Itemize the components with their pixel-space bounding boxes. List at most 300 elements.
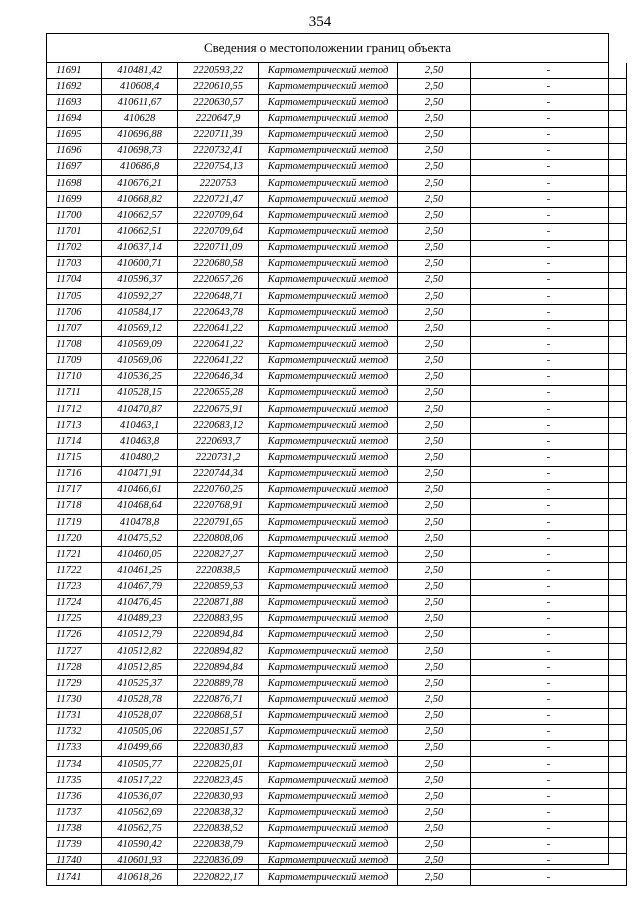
accuracy-cell: 2,50 [398, 805, 471, 821]
point-number-cell: 11737 [47, 805, 102, 821]
extra-cell: - [471, 256, 627, 272]
table-row [47, 498, 627, 514]
extra-cell: - [471, 547, 627, 563]
method-cell: Картометрический метод [259, 805, 398, 821]
extra-cell: - [471, 175, 627, 191]
x-coordinate-cell: 410601,93 [102, 853, 178, 869]
x-coordinate-cell: 410584,17 [102, 305, 178, 321]
accuracy-cell: 2,50 [398, 611, 471, 627]
method-cell: Картометрический метод [259, 418, 398, 434]
extra-cell: - [471, 127, 627, 143]
method-cell: Картометрический метод [259, 692, 398, 708]
point-number-cell: 11710 [47, 369, 102, 385]
accuracy-cell: 2,50 [398, 498, 471, 514]
table-row [47, 676, 627, 692]
x-coordinate-cell: 410517,22 [102, 773, 178, 789]
accuracy-cell: 2,50 [398, 321, 471, 337]
y-coordinate-cell: 2220876,71 [178, 692, 259, 708]
extra-cell: - [471, 353, 627, 369]
x-coordinate-cell: 410662,57 [102, 208, 178, 224]
method-cell: Картометрический метод [259, 240, 398, 256]
point-number-cell: 11707 [47, 321, 102, 337]
x-coordinate-cell: 410489,23 [102, 611, 178, 627]
table-row [47, 627, 627, 643]
x-coordinate-cell: 410686,8 [102, 159, 178, 175]
method-cell: Картометрический метод [259, 272, 398, 288]
x-coordinate-cell: 410536,25 [102, 369, 178, 385]
table-row [47, 870, 627, 886]
y-coordinate-cell: 2220630,57 [178, 95, 259, 111]
x-coordinate-cell: 410618,26 [102, 870, 178, 886]
accuracy-cell: 2,50 [398, 595, 471, 611]
accuracy-cell: 2,50 [398, 240, 471, 256]
point-number-cell: 11725 [47, 611, 102, 627]
point-number-cell: 11730 [47, 692, 102, 708]
extra-cell: - [471, 450, 627, 466]
y-coordinate-cell: 2220641,22 [178, 321, 259, 337]
x-coordinate-cell: 410505,06 [102, 724, 178, 740]
accuracy-cell: 2,50 [398, 514, 471, 530]
table-row [47, 579, 627, 595]
table-row [47, 208, 627, 224]
method-cell: Картометрический метод [259, 708, 398, 724]
x-coordinate-cell: 410466,61 [102, 482, 178, 498]
table-row [47, 611, 627, 627]
table-row [47, 175, 627, 191]
point-number-cell: 11704 [47, 272, 102, 288]
point-number-cell: 11700 [47, 208, 102, 224]
x-coordinate-cell: 410600,71 [102, 256, 178, 272]
point-number-cell: 11718 [47, 498, 102, 514]
method-cell: Картометрический метод [259, 627, 398, 643]
table-row [47, 660, 627, 676]
extra-cell: - [471, 337, 627, 353]
x-coordinate-cell: 410471,91 [102, 466, 178, 482]
table-row [47, 708, 627, 724]
extra-cell: - [471, 240, 627, 256]
point-number-cell: 11735 [47, 773, 102, 789]
method-cell: Картометрический метод [259, 676, 398, 692]
x-coordinate-cell: 410569,06 [102, 353, 178, 369]
y-coordinate-cell: 2220822,17 [178, 870, 259, 886]
point-number-cell: 11709 [47, 353, 102, 369]
table-row [47, 143, 627, 159]
accuracy-cell: 2,50 [398, 353, 471, 369]
y-coordinate-cell: 2220894,84 [178, 627, 259, 643]
table-row [47, 644, 627, 660]
y-coordinate-cell: 2220791,65 [178, 514, 259, 530]
extra-cell: - [471, 757, 627, 773]
method-cell: Картометрический метод [259, 208, 398, 224]
point-number-cell: 11733 [47, 740, 102, 756]
point-number-cell: 11726 [47, 627, 102, 643]
table-row [47, 305, 627, 321]
y-coordinate-cell: 2220711,39 [178, 127, 259, 143]
x-coordinate-cell: 410505,77 [102, 757, 178, 773]
x-coordinate-cell: 410512,79 [102, 627, 178, 643]
table-row [47, 466, 627, 482]
method-cell: Картометрический метод [259, 79, 398, 95]
method-cell: Картометрический метод [259, 159, 398, 175]
point-number-cell: 11717 [47, 482, 102, 498]
y-coordinate-cell: 2220709,64 [178, 224, 259, 240]
method-cell: Картометрический метод [259, 789, 398, 805]
accuracy-cell: 2,50 [398, 773, 471, 789]
table-row [47, 837, 627, 853]
method-cell: Картометрический метод [259, 369, 398, 385]
extra-cell: - [471, 531, 627, 547]
point-number-cell: 11719 [47, 514, 102, 530]
method-cell: Картометрический метод [259, 143, 398, 159]
extra-cell: - [471, 321, 627, 337]
point-number-cell: 11699 [47, 192, 102, 208]
table-row [47, 563, 627, 579]
x-coordinate-cell: 410512,85 [102, 660, 178, 676]
point-number-cell: 11740 [47, 853, 102, 869]
y-coordinate-cell: 2220744,34 [178, 466, 259, 482]
method-cell: Картометрический метод [259, 256, 398, 272]
table-row [47, 692, 627, 708]
method-cell: Картометрический метод [259, 660, 398, 676]
x-coordinate-cell: 410463,1 [102, 418, 178, 434]
x-coordinate-cell: 410590,42 [102, 837, 178, 853]
table-row [47, 63, 627, 79]
x-coordinate-cell: 410637,14 [102, 240, 178, 256]
method-cell: Картометрический метод [259, 740, 398, 756]
accuracy-cell: 2,50 [398, 724, 471, 740]
method-cell: Картометрический метод [259, 563, 398, 579]
y-coordinate-cell: 2220732,41 [178, 143, 259, 159]
point-number-cell: 11727 [47, 644, 102, 660]
method-cell: Картометрический метод [259, 870, 398, 886]
y-coordinate-cell: 2220851,57 [178, 724, 259, 740]
method-cell: Картометрический метод [259, 821, 398, 837]
method-cell: Картометрический метод [259, 611, 398, 627]
method-cell: Картометрический метод [259, 724, 398, 740]
extra-cell: - [471, 63, 627, 79]
extra-cell: - [471, 821, 627, 837]
coordinates-table-body [47, 63, 627, 886]
method-cell: Картометрический метод [259, 175, 398, 191]
extra-cell: - [471, 514, 627, 530]
extra-cell: - [471, 159, 627, 175]
y-coordinate-cell: 2220657,26 [178, 272, 259, 288]
extra-cell: - [471, 853, 627, 869]
extra-cell: - [471, 385, 627, 401]
table-row [47, 127, 627, 143]
extra-cell: - [471, 579, 627, 595]
y-coordinate-cell: 2220838,79 [178, 837, 259, 853]
table-row [47, 757, 627, 773]
extra-cell: - [471, 418, 627, 434]
extra-cell: - [471, 870, 627, 886]
method-cell: Картометрический метод [259, 595, 398, 611]
x-coordinate-cell: 410611,67 [102, 95, 178, 111]
x-coordinate-cell: 410528,78 [102, 692, 178, 708]
x-coordinate-cell: 410592,27 [102, 288, 178, 304]
boundary-table [46, 33, 609, 883]
table-row [47, 272, 627, 288]
y-coordinate-cell: 2220768,91 [178, 498, 259, 514]
point-number-cell: 11724 [47, 595, 102, 611]
x-coordinate-cell: 410569,12 [102, 321, 178, 337]
y-coordinate-cell: 2220823,45 [178, 773, 259, 789]
extra-cell: - [471, 644, 627, 660]
x-coordinate-cell: 410481,42 [102, 63, 178, 79]
extra-cell: - [471, 692, 627, 708]
point-number-cell: 11741 [47, 870, 102, 886]
table-row [47, 369, 627, 385]
y-coordinate-cell: 2220675,91 [178, 401, 259, 417]
extra-cell: - [471, 627, 627, 643]
y-coordinate-cell: 2220808,06 [178, 531, 259, 547]
extra-cell: - [471, 563, 627, 579]
y-coordinate-cell: 2220731,2 [178, 450, 259, 466]
x-coordinate-cell: 410470,87 [102, 401, 178, 417]
method-cell: Картометрический метод [259, 63, 398, 79]
extra-cell: - [471, 724, 627, 740]
x-coordinate-cell: 410478,8 [102, 514, 178, 530]
method-cell: Картометрический метод [259, 127, 398, 143]
x-coordinate-cell: 410499,66 [102, 740, 178, 756]
extra-cell: - [471, 805, 627, 821]
table-row [47, 514, 627, 530]
extra-cell: - [471, 288, 627, 304]
y-coordinate-cell: 2220593,22 [178, 63, 259, 79]
point-number-cell: 11698 [47, 175, 102, 191]
extra-cell: - [471, 434, 627, 450]
point-number-cell: 11695 [47, 127, 102, 143]
x-coordinate-cell: 410562,69 [102, 805, 178, 821]
x-coordinate-cell: 410525,37 [102, 676, 178, 692]
table-row [47, 418, 627, 434]
y-coordinate-cell: 2220871,88 [178, 595, 259, 611]
table-row [47, 337, 627, 353]
point-number-cell: 11712 [47, 401, 102, 417]
point-number-cell: 11702 [47, 240, 102, 256]
accuracy-cell: 2,50 [398, 256, 471, 272]
method-cell: Картометрический метод [259, 514, 398, 530]
y-coordinate-cell: 2220646,34 [178, 369, 259, 385]
method-cell: Картометрический метод [259, 305, 398, 321]
extra-cell: - [471, 789, 627, 805]
accuracy-cell: 2,50 [398, 466, 471, 482]
table-row [47, 79, 627, 95]
method-cell: Картометрический метод [259, 111, 398, 127]
y-coordinate-cell: 2220859,53 [178, 579, 259, 595]
extra-cell: - [471, 111, 627, 127]
y-coordinate-cell: 2220894,84 [178, 660, 259, 676]
point-number-cell: 11728 [47, 660, 102, 676]
point-number-cell: 11729 [47, 676, 102, 692]
x-coordinate-cell: 410696,88 [102, 127, 178, 143]
accuracy-cell: 2,50 [398, 401, 471, 417]
table-row [47, 401, 627, 417]
x-coordinate-cell: 410461,25 [102, 563, 178, 579]
table-row [47, 385, 627, 401]
point-number-cell: 11691 [47, 63, 102, 79]
y-coordinate-cell: 2220838,52 [178, 821, 259, 837]
table-row [47, 773, 627, 789]
method-cell: Картометрический метод [259, 401, 398, 417]
method-cell: Картометрический метод [259, 837, 398, 853]
extra-cell: - [471, 272, 627, 288]
accuracy-cell: 2,50 [398, 482, 471, 498]
table-row [47, 821, 627, 837]
accuracy-cell: 2,50 [398, 63, 471, 79]
extra-cell: - [471, 305, 627, 321]
table-row [47, 531, 627, 547]
accuracy-cell: 2,50 [398, 369, 471, 385]
method-cell: Картометрический метод [259, 757, 398, 773]
table-row [47, 434, 627, 450]
table-row [47, 224, 627, 240]
point-number-cell: 11736 [47, 789, 102, 805]
y-coordinate-cell: 2220753 [178, 175, 259, 191]
x-coordinate-cell: 410528,07 [102, 708, 178, 724]
accuracy-cell: 2,50 [398, 837, 471, 853]
table-row [47, 595, 627, 611]
y-coordinate-cell: 2220894,82 [178, 644, 259, 660]
table-row [47, 288, 627, 304]
table-row [47, 805, 627, 821]
accuracy-cell: 2,50 [398, 563, 471, 579]
method-cell: Картометрический метод [259, 579, 398, 595]
method-cell: Картометрический метод [259, 337, 398, 353]
extra-cell: - [471, 369, 627, 385]
extra-cell: - [471, 482, 627, 498]
method-cell: Картометрический метод [259, 353, 398, 369]
accuracy-cell: 2,50 [398, 159, 471, 175]
x-coordinate-cell: 410480,2 [102, 450, 178, 466]
point-number-cell: 11703 [47, 256, 102, 272]
y-coordinate-cell: 2220721,47 [178, 192, 259, 208]
coordinates-table [46, 63, 627, 886]
point-number-cell: 11714 [47, 434, 102, 450]
accuracy-cell: 2,50 [398, 288, 471, 304]
table-row [47, 240, 627, 256]
extra-cell: - [471, 498, 627, 514]
y-coordinate-cell: 2220868,51 [178, 708, 259, 724]
table-row [47, 853, 627, 869]
accuracy-cell: 2,50 [398, 450, 471, 466]
x-coordinate-cell: 410628 [102, 111, 178, 127]
point-number-cell: 11697 [47, 159, 102, 175]
point-number-cell: 11734 [47, 757, 102, 773]
y-coordinate-cell: 2220754,13 [178, 159, 259, 175]
x-coordinate-cell: 410569,09 [102, 337, 178, 353]
point-number-cell: 11738 [47, 821, 102, 837]
extra-cell: - [471, 192, 627, 208]
point-number-cell: 11694 [47, 111, 102, 127]
extra-cell: - [471, 595, 627, 611]
x-coordinate-cell: 410596,37 [102, 272, 178, 288]
accuracy-cell: 2,50 [398, 853, 471, 869]
accuracy-cell: 2,50 [398, 127, 471, 143]
x-coordinate-cell: 410476,45 [102, 595, 178, 611]
point-number-cell: 11708 [47, 337, 102, 353]
method-cell: Картометрический метод [259, 224, 398, 240]
table-row [47, 740, 627, 756]
x-coordinate-cell: 410475,52 [102, 531, 178, 547]
method-cell: Картометрический метод [259, 482, 398, 498]
extra-cell: - [471, 79, 627, 95]
table-row [47, 789, 627, 805]
accuracy-cell: 2,50 [398, 418, 471, 434]
method-cell: Картометрический метод [259, 434, 398, 450]
method-cell: Картометрический метод [259, 288, 398, 304]
extra-cell: - [471, 401, 627, 417]
accuracy-cell: 2,50 [398, 111, 471, 127]
accuracy-cell: 2,50 [398, 676, 471, 692]
point-number-cell: 11723 [47, 579, 102, 595]
y-coordinate-cell: 2220836,09 [178, 853, 259, 869]
y-coordinate-cell: 2220760,25 [178, 482, 259, 498]
table-header: Сведения о местоположении границ объекта [47, 34, 608, 63]
point-number-cell: 11715 [47, 450, 102, 466]
point-number-cell: 11711 [47, 385, 102, 401]
point-number-cell: 11706 [47, 305, 102, 321]
accuracy-cell: 2,50 [398, 192, 471, 208]
x-coordinate-cell: 410662,51 [102, 224, 178, 240]
point-number-cell: 11705 [47, 288, 102, 304]
accuracy-cell: 2,50 [398, 143, 471, 159]
extra-cell: - [471, 208, 627, 224]
x-coordinate-cell: 410676,21 [102, 175, 178, 191]
accuracy-cell: 2,50 [398, 708, 471, 724]
extra-cell: - [471, 837, 627, 853]
method-cell: Картометрический метод [259, 773, 398, 789]
accuracy-cell: 2,50 [398, 644, 471, 660]
table-row [47, 111, 627, 127]
point-number-cell: 11696 [47, 143, 102, 159]
x-coordinate-cell: 410468,64 [102, 498, 178, 514]
accuracy-cell: 2,50 [398, 385, 471, 401]
extra-cell: - [471, 143, 627, 159]
method-cell: Картометрический метод [259, 644, 398, 660]
page-number: 354 [308, 14, 332, 30]
table-row [47, 353, 627, 369]
y-coordinate-cell: 2220883,95 [178, 611, 259, 627]
accuracy-cell: 2,50 [398, 95, 471, 111]
x-coordinate-cell: 410528,15 [102, 385, 178, 401]
accuracy-cell: 2,50 [398, 627, 471, 643]
y-coordinate-cell: 2220830,93 [178, 789, 259, 805]
table-row [47, 450, 627, 466]
table-row [47, 482, 627, 498]
method-cell: Картометрический метод [259, 853, 398, 869]
y-coordinate-cell: 2220827,27 [178, 547, 259, 563]
x-coordinate-cell: 410698,73 [102, 143, 178, 159]
extra-cell: - [471, 740, 627, 756]
y-coordinate-cell: 2220838,5 [178, 563, 259, 579]
y-coordinate-cell: 2220641,22 [178, 337, 259, 353]
table-row [47, 159, 627, 175]
accuracy-cell: 2,50 [398, 79, 471, 95]
accuracy-cell: 2,50 [398, 821, 471, 837]
accuracy-cell: 2,50 [398, 547, 471, 563]
accuracy-cell: 2,50 [398, 579, 471, 595]
method-cell: Картометрический метод [259, 547, 398, 563]
x-coordinate-cell: 410562,75 [102, 821, 178, 837]
y-coordinate-cell: 2220709,64 [178, 208, 259, 224]
y-coordinate-cell: 2220655,28 [178, 385, 259, 401]
accuracy-cell: 2,50 [398, 531, 471, 547]
point-number-cell: 11722 [47, 563, 102, 579]
extra-cell: - [471, 466, 627, 482]
accuracy-cell: 2,50 [398, 789, 471, 805]
point-number-cell: 11731 [47, 708, 102, 724]
